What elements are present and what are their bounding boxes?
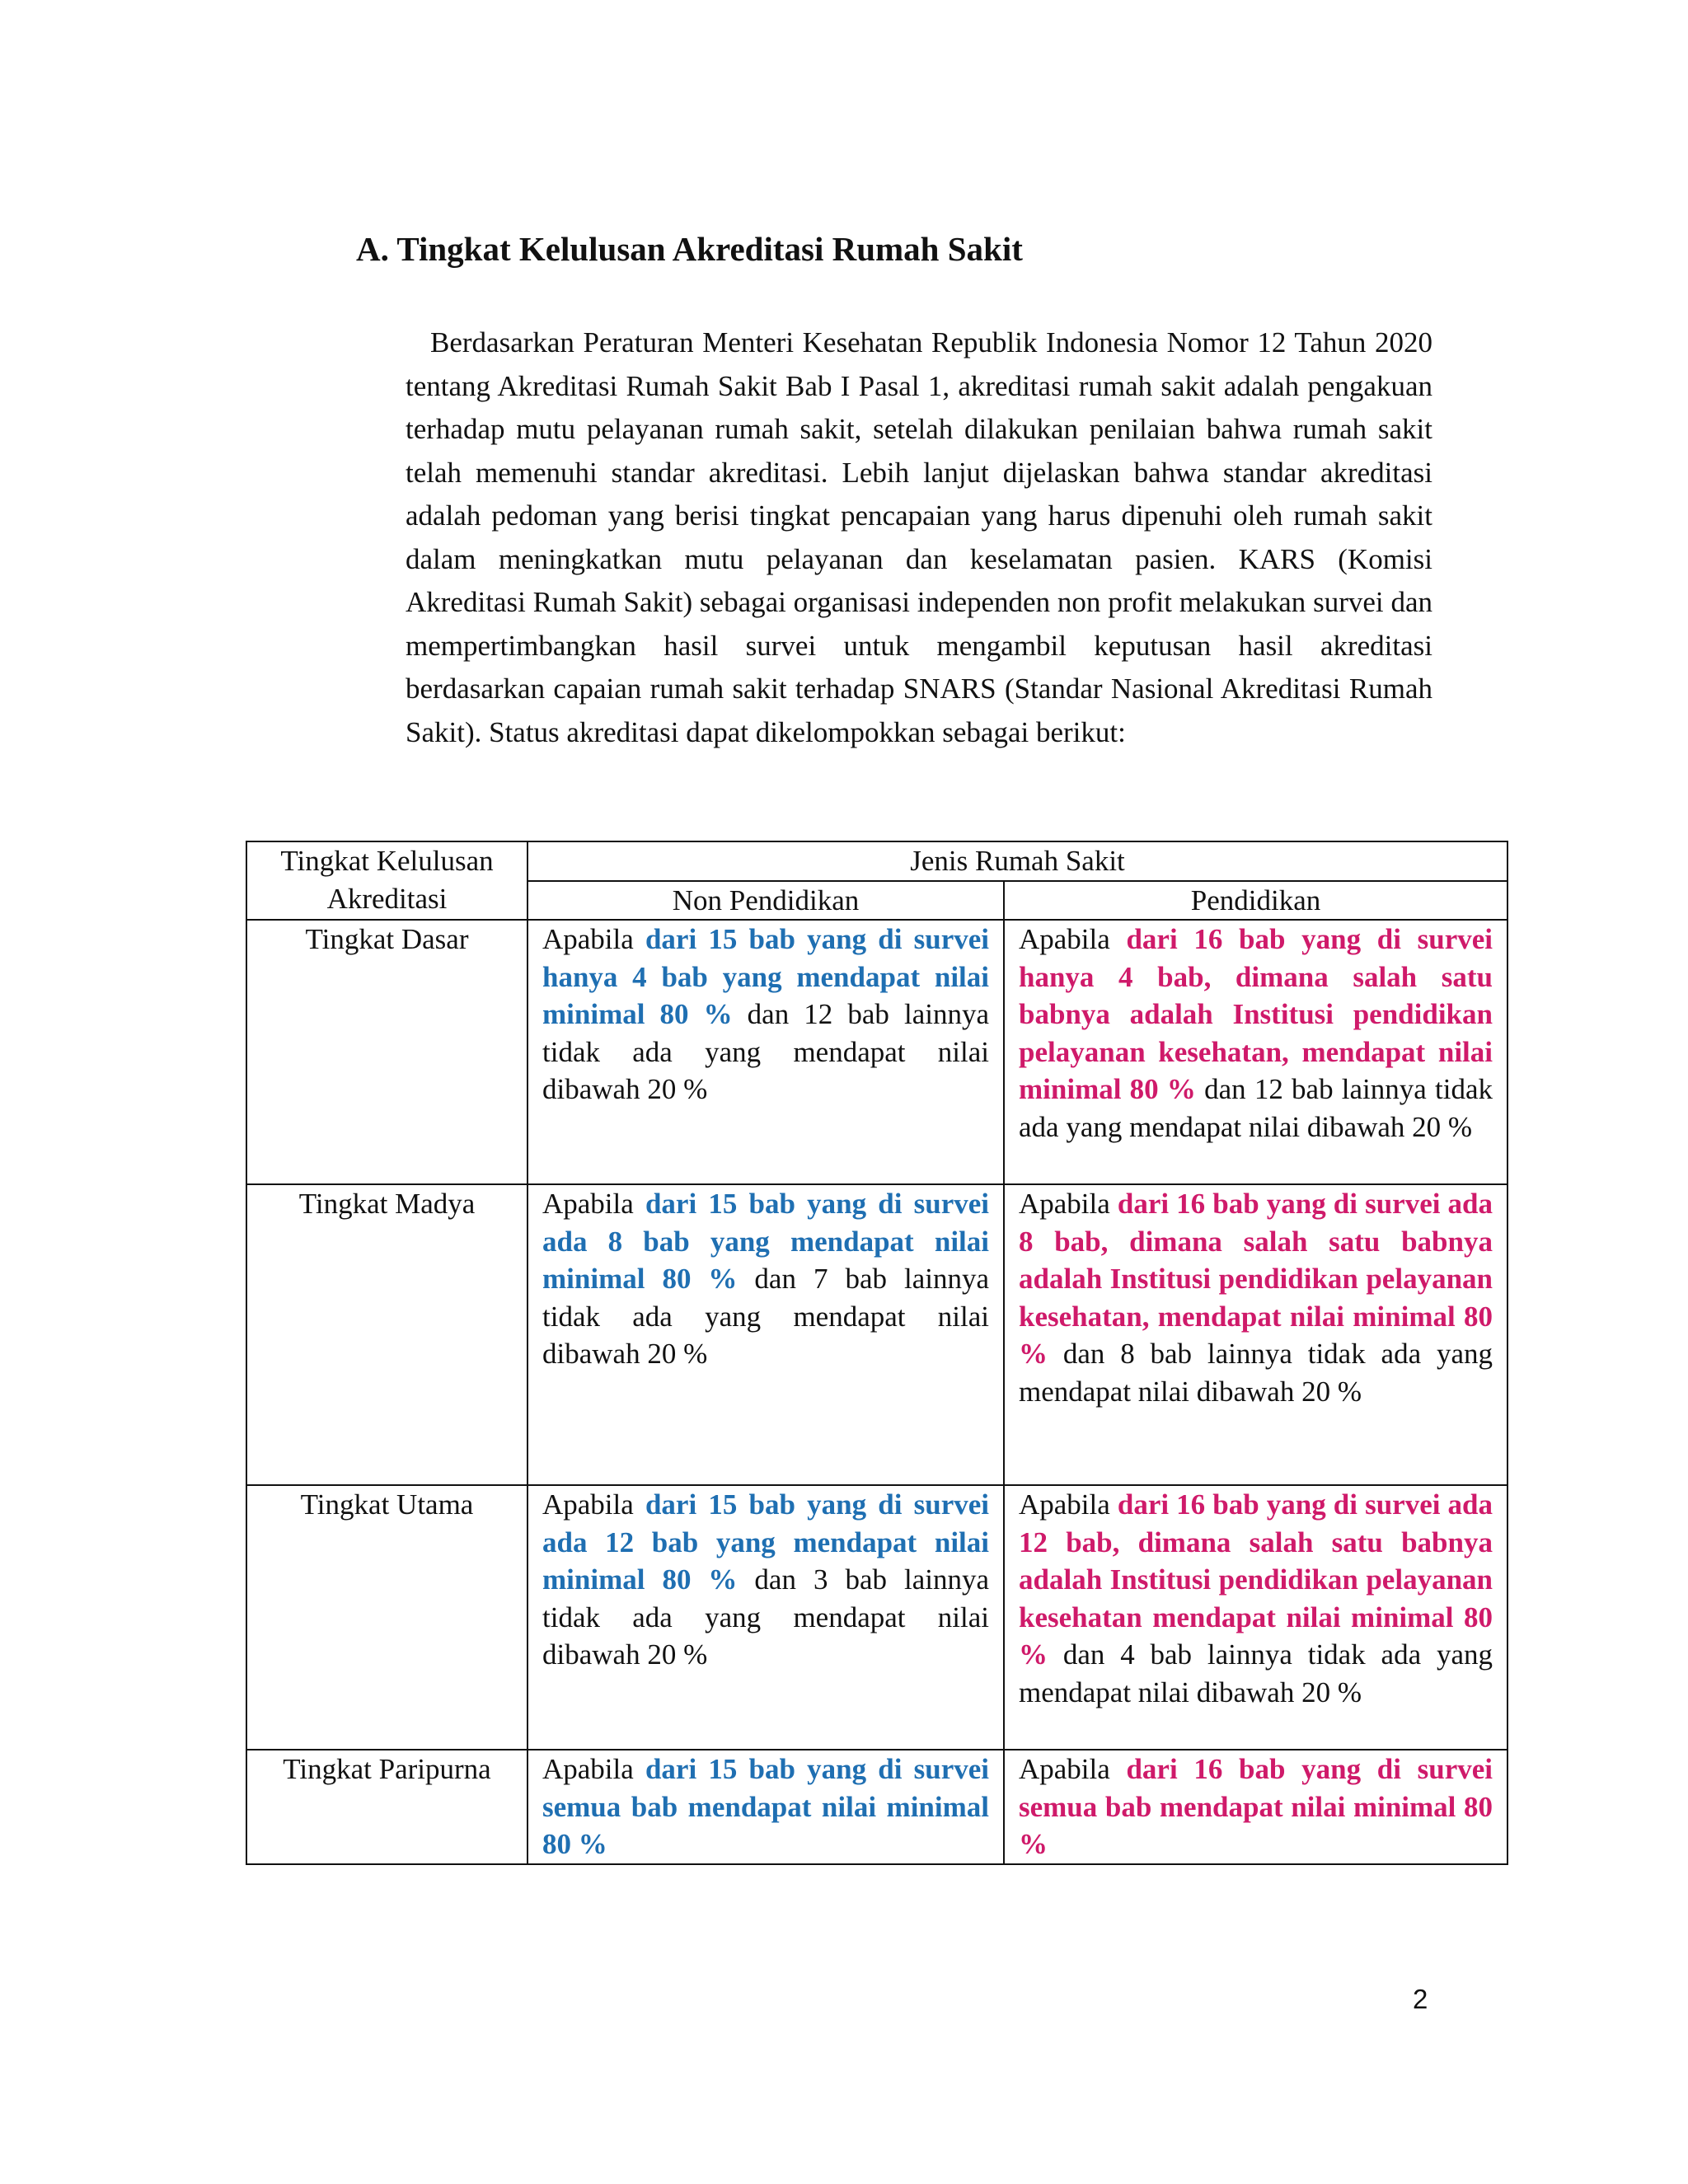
cell-highlight: dari 15 bab yang di survei ada 12 bab yang mendapat nilai minimal 80 % (542, 1488, 989, 1596)
cell-lead: Apabila (1019, 1488, 1118, 1521)
cell-highlight: dari 16 bab yang di survei semua bab mendapat nilai minimal 80 % (1019, 1753, 1493, 1860)
cell-tail: dan 12 bab lainnya tidak ada yang mendapat nilai dibawah 20 % (1019, 1073, 1493, 1143)
header-non-pendidikan: Non Pendidikan (528, 881, 1004, 921)
header-jenis-rumah-sakit: Jenis Rumah Sakit (528, 841, 1507, 881)
header-level: Tingkat Kelulusan Akreditasi (246, 841, 528, 920)
cell-lead: Apabila (542, 923, 645, 955)
level-cell: Tingkat Madya (246, 1184, 528, 1485)
non-pendidikan-cell (528, 1485, 1004, 1750)
pendidikan-cell (1004, 1750, 1507, 1864)
table-row (246, 1184, 1507, 1485)
table-row (246, 1750, 1507, 1864)
cell-tail: dan 4 bab lainnya tidak ada yang mendapat nilai dibawah 20 % (1019, 1638, 1493, 1708)
non-pendidikan-cell (528, 1750, 1004, 1864)
cell-tail: dan 3 bab lainnya tidak ada yang mendapat nilai dibawah 20 % (542, 1563, 989, 1671)
page-number: 2 (1413, 1984, 1428, 2014)
pendidikan-cell (1004, 920, 1507, 1184)
cell-highlight: dari 16 bab yang di survei ada 12 bab, dimana salah satu babnya adalah Institusi pendidikan pelayanan kesehatan mendapat nilai minimal 80 % (1019, 1488, 1493, 1671)
table-row (246, 920, 1507, 1184)
pendidikan-cell (1004, 1485, 1507, 1750)
cell-lead: Apabila (1019, 923, 1127, 955)
level-cell: Tingkat Dasar (246, 920, 528, 1184)
cell-highlight: dari 16 bab yang di survei hanya 4 bab, dimana salah satu babnya adalah Institusi pendidikan pelayanan kesehatan, mendapat nilai minimal 80 % (1019, 923, 1493, 1105)
cell-lead: Apabila (1019, 1753, 1127, 1785)
cell-highlight: dari 16 bab yang di survei ada 8 bab, dimana salah satu babnya adalah Institusi pendidikan pelayanan kesehatan, mendapat nilai minimal 80 % (1019, 1188, 1493, 1370)
non-pendidikan-cell (528, 1184, 1004, 1485)
cell-lead: Apabila (542, 1188, 645, 1220)
cell-highlight: dari 15 bab yang di survei ada 8 bab yang mendapat nilai minimal 80 % (542, 1188, 989, 1295)
cell-highlight: dari 15 bab yang di survei hanya 4 bab yang mendapat nilai minimal 80 % (542, 923, 989, 1030)
pendidikan-cell (1004, 1184, 1507, 1485)
intro-paragraph: Berdasarkan Peraturan Menteri Kesehatan Republik Indonesia Nomor 12 Tahun 2020 tentang Akreditasi Rumah Sakit Bab I Pasal 1, akreditasi rumah sakit adalah pengakuan terhadap mutu pelayanan rumah sakit, setelah dilakukan penilaian bahwa rumah sakit telah memenuhi standar akreditasi. Lebih lanjut dijelaskan bahwa standar akreditasi adalah pedoman yang berisi tingkat pencapaian yang harus dipenuhi oleh rumah sakit dalam meningkatkan mutu pelayanan dan keselamatan pasien. KARS (Komisi Akreditasi Rumah Sakit) sebagai organisasi independen non profit melakukan survei dan mempertimbangkan hasil survei untuk mengambil keputusan hasil akreditasi berdasarkan capaian rumah sakit terhadap SNARS (Standar Nasional Akreditasi Rumah Sakit). Status akreditasi dapat dikelompokkan sebagai berikut: (406, 326, 1432, 748)
cell-lead: Apabila (1019, 1188, 1118, 1220)
non-pendidikan-cell (528, 920, 1004, 1184)
level-cell: Tingkat Paripurna (246, 1750, 528, 1864)
section-title: A. Tingkat Kelulusan Akreditasi Rumah Sakit (356, 230, 1023, 268)
level-cell: Tingkat Utama (246, 1485, 528, 1750)
header-pendidikan: Pendidikan (1004, 881, 1507, 921)
cell-tail: dan 12 bab lainnya tidak ada yang mendapat nilai dibawah 20 % (542, 998, 989, 1105)
accreditation-table (246, 841, 1508, 1865)
cell-tail: dan 8 bab lainnya tidak ada yang mendapat nilai dibawah 20 % (1019, 1338, 1493, 1408)
cell-lead: Apabila (542, 1753, 645, 1785)
cell-lead: Apabila (542, 1488, 645, 1521)
cell-highlight: dari 15 bab yang di survei semua bab mendapat nilai minimal 80 % (542, 1753, 989, 1860)
table-header-row-1 (246, 841, 1507, 881)
table-row (246, 1485, 1507, 1750)
cell-tail: dan 7 bab lainnya tidak ada yang mendapat nilai dibawah 20 % (542, 1263, 989, 1370)
